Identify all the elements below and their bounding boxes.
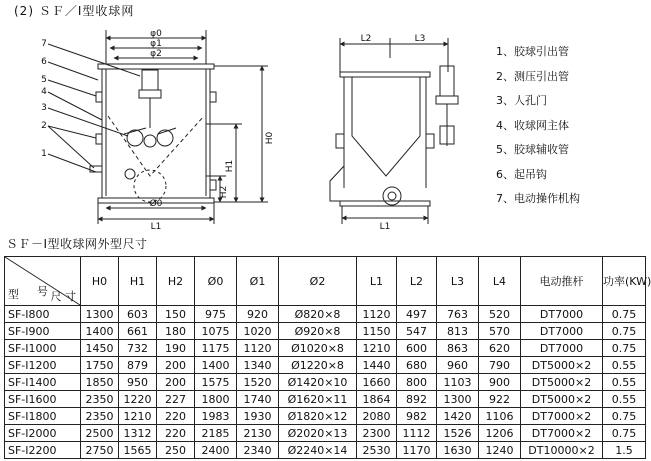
table-cell: 1120: [357, 306, 397, 323]
table-cell: 1300: [81, 306, 119, 323]
table-cell: 0.75: [603, 408, 646, 425]
table-cell: 2350: [81, 408, 119, 425]
table-cell: DT5000×2: [521, 391, 603, 408]
technical-drawing: [0, 16, 490, 232]
legend-item: 1、胶球引出管: [496, 45, 569, 58]
table-row: [5, 340, 646, 357]
table-cell: 0.55: [603, 374, 646, 391]
dim-phi1: φ1: [150, 39, 162, 49]
table-cell: 1150: [357, 323, 397, 340]
model-cell: SF-Ⅰ800: [5, 306, 81, 323]
table-cell: DT7000×2: [521, 408, 603, 425]
table-row: [5, 357, 646, 374]
table-cell: 0.55: [603, 357, 646, 374]
table-cell: 1175: [195, 340, 237, 357]
table-cell: Ø1620×11: [279, 391, 357, 408]
model-cell: SF-Ⅰ1800: [5, 408, 81, 425]
table-cell: 1660: [357, 374, 397, 391]
table-cell: 520: [479, 306, 521, 323]
table-cell: 0.75: [603, 306, 646, 323]
col-header: H2: [157, 257, 195, 306]
table-cell: 2530: [357, 442, 397, 459]
legend-item: 4、收球网主体: [496, 118, 569, 132]
table-cell: 1075: [195, 323, 237, 340]
table-cell: 1740: [237, 391, 279, 408]
model-cell: SF-Ⅰ2000: [5, 425, 81, 442]
model-cell: SF-Ⅰ1200: [5, 357, 81, 374]
table-cell: 982: [397, 408, 437, 425]
table-cell: 190: [157, 340, 195, 357]
table-cell: 1750: [81, 357, 119, 374]
legend-item: 2、测压引出管: [496, 69, 569, 83]
table-row: [5, 425, 646, 442]
col-header: Ø2: [279, 257, 357, 306]
table-cell: 1120: [237, 340, 279, 357]
table-cell: 0.75: [603, 425, 646, 442]
table-cell: 800: [397, 374, 437, 391]
table-cell: 547: [397, 323, 437, 340]
table-cell: 813: [437, 323, 479, 340]
table-cell: 603: [119, 306, 157, 323]
table-cell: 1220: [119, 391, 157, 408]
table-cell: 1312: [119, 425, 157, 442]
front-label-7: 7: [41, 39, 47, 49]
col-header: L3: [437, 257, 479, 306]
table-cell: 220: [157, 408, 195, 425]
table-cell: 497: [397, 306, 437, 323]
table-cell: DT7000×2: [521, 425, 603, 442]
table-row: [5, 374, 646, 391]
dim-l1-front: L1: [150, 222, 162, 232]
table-cell: Ø820×8: [279, 306, 357, 323]
table-cell: 1565: [119, 442, 157, 459]
table-cell: 1340: [237, 357, 279, 374]
table-cell: DT10000×2: [521, 442, 603, 459]
col-header: Ø0: [195, 257, 237, 306]
front-label-6: 6: [41, 57, 47, 67]
col-header: H1: [119, 257, 157, 306]
table-cell: 250: [157, 442, 195, 459]
dim-h2: H2: [219, 185, 229, 199]
table-cell: 1020: [237, 323, 279, 340]
table-cell: 1420: [437, 408, 479, 425]
table-cell: 1210: [357, 340, 397, 357]
table-cell: 1575: [195, 374, 237, 391]
dim-l3: L3: [414, 34, 426, 44]
table-cell: 1112: [397, 425, 437, 442]
table-cell: DT7000: [521, 323, 603, 340]
table-cell: Ø1420×10: [279, 374, 357, 391]
table-cell: 1106: [479, 408, 521, 425]
table-cell: 1864: [357, 391, 397, 408]
table-cell: 763: [437, 306, 479, 323]
table-cell: 732: [119, 340, 157, 357]
dim-phi0-bottom: Ø0: [149, 199, 163, 209]
table-cell: DT5000×2: [521, 357, 603, 374]
legend-item: 7、电动操作机构: [496, 192, 580, 205]
front-label-4: 4: [41, 87, 47, 97]
table-cell: 960: [437, 357, 479, 374]
dim-phi0-top: φ0: [150, 29, 162, 39]
corner-label-size: 尺 寸: [50, 290, 76, 303]
table-cell: 1400: [81, 323, 119, 340]
table-cell: 200: [157, 374, 195, 391]
table-cell: 2130: [237, 425, 279, 442]
table-cell: 150: [157, 306, 195, 323]
table-cell: 2185: [195, 425, 237, 442]
table-cell: 2300: [357, 425, 397, 442]
table-cell: 2500: [81, 425, 119, 442]
table-cell: 863: [437, 340, 479, 357]
table-cell: 2750: [81, 442, 119, 459]
table-cell: 790: [479, 357, 521, 374]
model-cell: SF-Ⅰ1400: [5, 374, 81, 391]
col-header: L2: [397, 257, 437, 306]
table-cell: 2400: [195, 442, 237, 459]
table-cell: 1.5: [603, 442, 646, 459]
table-cell: Ø2020×13: [279, 425, 357, 442]
table-cell: 922: [479, 391, 521, 408]
table-cell: 1103: [437, 374, 479, 391]
table-cell: 0.55: [603, 391, 646, 408]
table-cell: DT7000: [521, 306, 603, 323]
table-header-row: [5, 257, 646, 306]
col-header: 功率(KW): [603, 257, 646, 306]
dim-h0: H0: [265, 131, 275, 145]
table-cell: Ø1220×8: [279, 357, 357, 374]
table-cell: 1210: [119, 408, 157, 425]
table-cell: 220: [157, 425, 195, 442]
table-cell: 570: [479, 323, 521, 340]
table-cell: 1630: [437, 442, 479, 459]
table-cell: 1240: [479, 442, 521, 459]
table-cell: Ø920×8: [279, 323, 357, 340]
table-cell: 2340: [237, 442, 279, 459]
model-cell: SF-Ⅰ1000: [5, 340, 81, 357]
page-title: (2) ＳＦ／Ⅰ型收球网: [14, 4, 135, 18]
table-cell: 680: [397, 357, 437, 374]
front-label-5: 5: [41, 75, 47, 85]
table-cell: 879: [119, 357, 157, 374]
table-row: [5, 391, 646, 408]
corner-label-model: 型: [8, 288, 19, 301]
table-cell: 0.75: [603, 323, 646, 340]
table-cell: 1440: [357, 357, 397, 374]
dim-phi2: φ2: [150, 49, 162, 59]
table-row: [5, 323, 646, 340]
table-cell: 1526: [437, 425, 479, 442]
table-cell: DT5000×2: [521, 374, 603, 391]
table-cell: 1170: [397, 442, 437, 459]
table-row: [5, 408, 646, 425]
table-cell: DT7000: [521, 340, 603, 357]
table-cell: 2080: [357, 408, 397, 425]
table-cell: 892: [397, 391, 437, 408]
legend-item: 3、人孔门: [496, 94, 547, 107]
dim-h1: H1: [225, 159, 235, 173]
table-cell: 1400: [195, 357, 237, 374]
legend-item: 5、胶球辅收管: [496, 143, 569, 156]
table-cell: 1930: [237, 408, 279, 425]
col-header: Ø1: [237, 257, 279, 306]
table-cell: 2350: [81, 391, 119, 408]
table-cell: 1850: [81, 374, 119, 391]
table-cell: 180: [157, 323, 195, 340]
table-cell: 1520: [237, 374, 279, 391]
model-cell: SF-Ⅰ1600: [5, 391, 81, 408]
table-body: [5, 306, 646, 459]
table-cell: 1800: [195, 391, 237, 408]
table-title: ＳＦ－Ⅰ型收球网外型尺寸: [6, 237, 148, 251]
model-cell: SF-Ⅰ900: [5, 323, 81, 340]
front-label-2: 2: [41, 121, 47, 131]
table-cell: 0.75: [603, 340, 646, 357]
table-cell: 1206: [479, 425, 521, 442]
dim-l2: L2: [360, 34, 372, 44]
dim-l1-side: L1: [379, 222, 391, 232]
table-cell: 920: [237, 306, 279, 323]
col-header: H0: [81, 257, 119, 306]
spec-table: [4, 256, 651, 459]
table-cell: 227: [157, 391, 195, 408]
corner-label-number: 号: [37, 285, 48, 298]
front-label-1: 1: [41, 149, 47, 159]
legend-item: 6、起吊钩: [496, 167, 547, 181]
component-legend: [496, 40, 646, 212]
table-cell: 1450: [81, 340, 119, 357]
table-cell: Ø1020×8: [279, 340, 357, 357]
table-cell: 620: [479, 340, 521, 357]
table-cell: Ø2240×14: [279, 442, 357, 459]
table-row: [5, 306, 646, 323]
col-header: L1: [357, 257, 397, 306]
table-cell: 900: [479, 374, 521, 391]
table-cell: 975: [195, 306, 237, 323]
col-header: 电动推杆: [521, 257, 603, 306]
col-header: L4: [479, 257, 521, 306]
table-cell: Ø1820×12: [279, 408, 357, 425]
table-cell: 661: [119, 323, 157, 340]
table-cell: 600: [397, 340, 437, 357]
table-cell: 200: [157, 357, 195, 374]
front-label-3: 3: [41, 103, 47, 113]
table-cell: 950: [119, 374, 157, 391]
table-row: [5, 442, 646, 459]
corner-header: [5, 257, 81, 306]
model-cell: SF-Ⅰ2200: [5, 442, 81, 459]
table-cell: 1300: [437, 391, 479, 408]
table-cell: 1983: [195, 408, 237, 425]
